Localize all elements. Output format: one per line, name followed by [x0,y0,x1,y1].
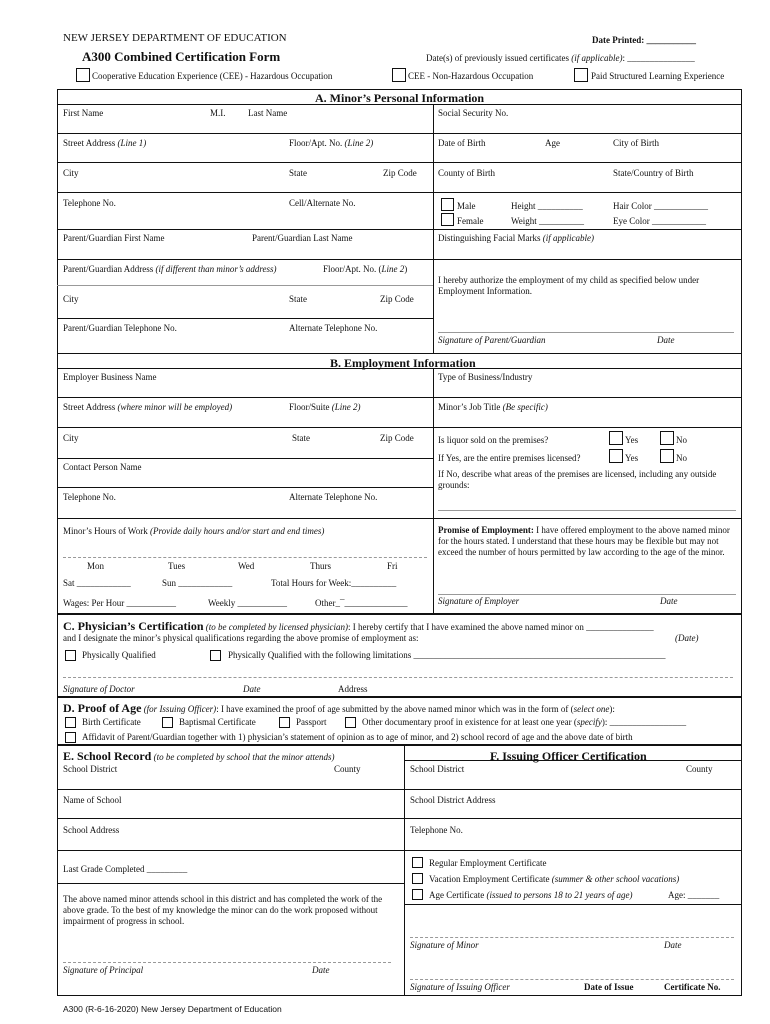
minor-signature-label: Signature of Minor [410,940,479,950]
authorize-text: I hereby authorize the employment of my child as specified below under Employment Information. [438,275,700,296]
fri-label: Fri [387,561,398,571]
age-certificate-label: Age Certificate (issued to persons 18 to 21 years of age) [429,890,633,900]
weight-field[interactable]: Weight __________ [511,216,585,226]
employer-signature-date-label: Date [660,596,678,606]
certificate-number-label: Certificate No. [664,982,721,992]
job-title-label: Minor’s Job Title (Be specific) [438,402,548,412]
minor-signature-date-label: Date [664,940,682,950]
birth-certificate-checkbox[interactable] [65,717,76,728]
facial-marks-label: Distinguishing Facial Marks (if applicable) [438,233,594,243]
qualified-limitations-label: Physically Qualified with the following limitations ________________________________________________________ [228,650,666,660]
affidavit-label: Affidavit of Parent/Guardian together with 1) physician’s statement of opinion as to age of minor, and 2) school record of age and the above date of birth [82,732,633,742]
cee-hazardous-label: Cooperative Education Experience (CEE) - Hazardous Occupation [92,71,333,81]
physically-qualified-label: Physically Qualified [82,650,156,660]
employer-name-label: Employer Business Name [63,372,157,382]
date-printed: Date Printed: ___________ [592,35,696,45]
licensed-yes-label: Yes [625,453,639,463]
female-label: Female [457,216,484,226]
state-label: State [289,168,307,178]
cee-hazardous-checkbox[interactable] [76,68,90,82]
form-title: A300 Combined Certification Form [82,49,281,64]
male-checkbox[interactable] [441,198,454,211]
doctor-address-label: Address [338,684,368,694]
principal-signature-label: Signature of Principal [63,965,144,975]
baptismal-certificate-checkbox[interactable] [162,717,173,728]
date-of-issue-label: Date of Issue [584,982,634,992]
tues-label: Tues [168,561,186,571]
first-name-label: First Name [63,108,104,118]
footer-text: A300 (R-6-16-2020) New Jersey Department of Education [63,1004,282,1014]
school-district-label: School District [63,764,118,774]
pg-phone-label: Parent/Guardian Telephone No. [63,323,177,333]
paid-structured-checkbox[interactable] [574,68,588,82]
employer-city-label: City [63,433,79,443]
telephone-label: Telephone No. [63,198,116,208]
hours-of-work-label: Minor’s Hours of Work (Provide daily hours and/or start and end times) [63,526,325,536]
last-name-label: Last Name [248,108,288,118]
sun-field[interactable]: Sun ____________ [162,578,233,588]
eye-color-field[interactable]: Eye Color ____________ [613,216,706,226]
qualified-limitations-checkbox[interactable] [210,650,221,661]
licensed-no-checkbox[interactable] [660,449,674,463]
section-e-header: E. School Record (to be completed by school that the minor attends) [63,749,335,763]
principal-signature-date-label: Date [312,965,330,975]
liquor-yes-checkbox[interactable] [609,431,623,445]
section-c-date-label: (Date) [675,633,699,643]
cee-non-hazardous-checkbox[interactable] [392,68,406,82]
employer-floor-label: Floor/Suite (Line 2) [289,402,361,412]
section-d-header: D. Proof of Age (for Issuing Officer): I have examined the proof of age submitted by the above named minor which was in the form of (select one): [63,701,615,715]
doctor-signature-label: Signature of Doctor [63,684,135,694]
business-type-label: Type of Business/Industry [438,372,533,382]
sat-field[interactable]: Sat ____________ [63,578,131,588]
employer-state-label: State [292,433,310,443]
affidavit-checkbox[interactable] [65,732,76,743]
cell-label: Cell/Alternate No. [289,198,356,208]
parent-signature-label: Signature of Parent/Guardian [438,335,546,345]
school-statement: The above named minor attends school in this district and has completed the work of the above grade. To the best of my knowledge the minor can do the work proposed without impairment of progress in school. [63,894,383,926]
height-field[interactable]: Height __________ [511,201,583,211]
thurs-label: Thurs [310,561,331,571]
issuing-district-label: School District [410,764,465,774]
cee-non-hazardous-label: CEE - Non-Hazardous Occupation [408,71,534,81]
passport-checkbox[interactable] [279,717,290,728]
school-name-label: Name of School [63,795,122,805]
city-label: City [63,168,79,178]
section-a-title: A. Minor’s Personal Information [315,91,485,105]
pg-address-label: Parent/Guardian Address (if different than minor’s address) [63,264,277,274]
street-label: Street Address (Line 1) [63,138,147,148]
school-address-label: School Address [63,825,120,835]
floor-label: Floor/Apt. No. (Line 2) [289,138,374,148]
parent-signature-date-label: Date [657,335,675,345]
passport-label: Passport [296,717,327,727]
employer-phone-label: Telephone No. [63,492,116,502]
wages-weekly-field[interactable]: Weekly ___________ [208,598,288,608]
mon-label: Mon [87,561,105,571]
wages-hour-field[interactable]: Wages: Per Hour ___________ [63,598,177,608]
other-proof-label: Other documentary proof in existence for at least one year (specify): _________________ [362,717,687,727]
pg-floor-label: Floor/Apt. No. (Line 2) [323,264,408,274]
previous-dates: Date(s) of previously issued certificates (if applicable): _______________ [426,53,695,63]
section-c-text: and I designate the minor’s physical qualifications regarding the above promise of employment as: [63,633,419,643]
regular-certificate-checkbox[interactable] [412,857,423,868]
vacation-certificate-label: Vacation Employment Certificate (summer & other school vacations) [429,874,680,884]
liquor-no-label: No [676,435,687,445]
birth-certificate-label: Birth Certificate [82,717,141,727]
liquor-no-checkbox[interactable] [660,431,674,445]
pg-last-name-label: Parent/Guardian Last Name [252,233,353,243]
male-label: Male [457,201,476,211]
pg-state-label: State [289,294,307,304]
district-address-label: School District Address [410,795,496,805]
hair-color-field[interactable]: Hair Color ____________ [613,201,708,211]
licensed-areas-text: If No, describe what areas of the premises are licensed, including any outside grounds: [438,469,717,490]
employer-zip-label: Zip Code [380,433,414,443]
section-c-header: C. Physician’s Certification (to be completed by licensed physician): I hereby certify that I have examined the above named minor on _______________ [63,619,654,633]
school-county-label: County [334,764,361,774]
section-b-title: B. Employment Information [330,356,476,370]
ssn-label: Social Security No. [438,108,509,118]
employer-signature-label: Signature of Employer [438,596,520,606]
issuing-phone-label: Telephone No. [410,825,463,835]
last-grade-field[interactable]: Last Grade Completed _________ [63,864,188,874]
officer-signature-label: Signature of Issuing Officer [410,982,510,992]
pg-alt-phone-label: Alternate Telephone No. [289,323,378,333]
age-certificate-checkbox[interactable] [412,889,423,900]
promise-of-employment: Promise of Employment: I have offered employment to the above named minor for the hours stated. I understand that these hours may be flexible but may not exceed the number of hours permitted by law according to the age of the minor. [438,525,730,557]
regular-certificate-label: Regular Employment Certificate [429,858,547,868]
vacation-certificate-checkbox[interactable] [412,873,423,884]
department-name: NEW JERSEY DEPARTMENT OF EDUCATION [63,32,287,44]
mi-label: M.I. [210,108,226,118]
licensed-no-label: No [676,453,687,463]
contact-person-label: Contact Person Name [63,462,142,472]
county-of-birth-label: County of Birth [438,168,496,178]
age-field[interactable]: Age: _______ [668,890,720,900]
doctor-signature-date-label: Date [243,684,261,694]
employer-street-label: Street Address (where minor will be employed) [63,402,233,412]
zip-label: Zip Code [383,168,417,178]
state-country-of-birth-label: State/Country of Birth [613,168,694,178]
total-hours-field[interactable]: Total Hours for Week:__________ [271,578,397,588]
liquor-question: Is liquor sold on the premises? [438,435,549,445]
other-proof-checkbox[interactable] [345,717,356,728]
dob-label: Date of Birth [438,138,486,148]
liquor-yes-label: Yes [625,435,639,445]
wages-other-field[interactable]: Other_¯______________ [315,598,408,608]
section-f-title: F. Issuing Officer Certification [490,749,647,763]
employer-alt-phone-label: Alternate Telephone No. [289,492,378,502]
licensed-question: If Yes, are the entire premises licensed? [438,453,581,463]
pg-zip-label: Zip Code [380,294,414,304]
female-checkbox[interactable] [441,213,454,226]
city-of-birth-label: City of Birth [613,138,660,148]
physically-qualified-checkbox[interactable] [65,650,76,661]
age-label: Age [545,138,560,148]
paid-structured-label: Paid Structured Learning Experience [591,71,725,81]
baptismal-certificate-label: Baptismal Certificate [179,717,256,727]
wed-label: Wed [238,561,255,571]
pg-first-name-label: Parent/Guardian First Name [63,233,165,243]
licensed-yes-checkbox[interactable] [609,449,623,463]
issuing-county-label: County [686,764,713,774]
pg-city-label: City [63,294,79,304]
